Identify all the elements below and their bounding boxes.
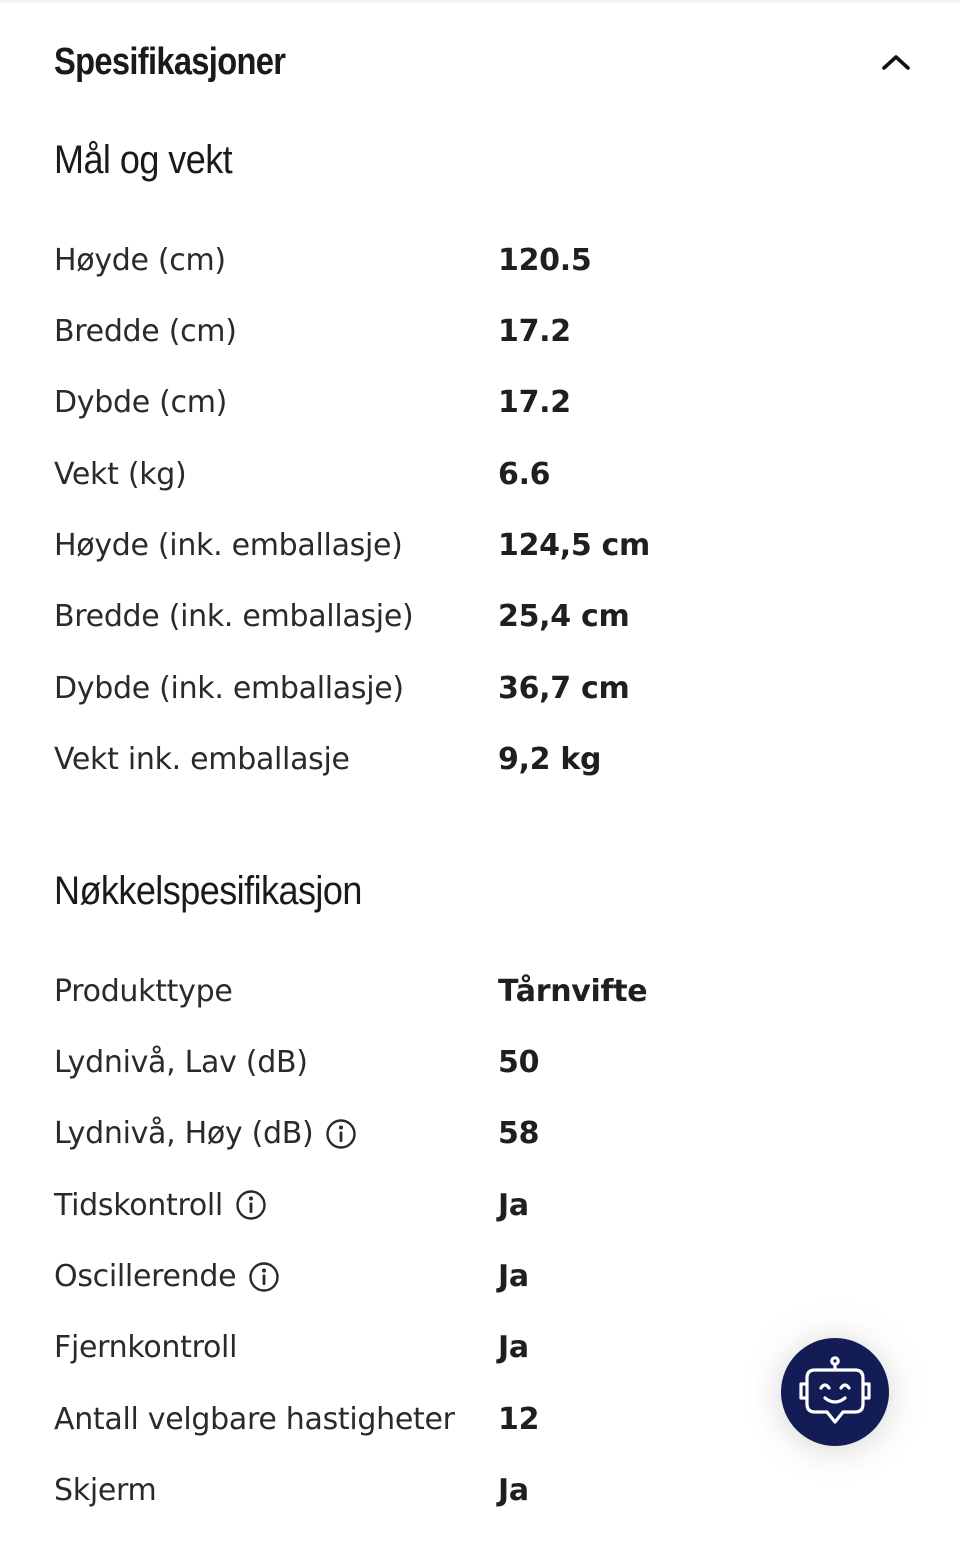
top-divider — [0, 0, 960, 4]
spec-value: Tårnvifte — [498, 973, 648, 1009]
spec-label — [54, 969, 233, 1013]
spec-label — [54, 238, 226, 282]
spec-list-key-specs — [54, 969, 914, 1540]
spec-row — [54, 1255, 914, 1326]
spec-label — [54, 452, 186, 496]
spec-value: 9,2 kg — [498, 742, 602, 778]
spec-label-text: Oscillerende — [54, 1259, 237, 1295]
chatbot-icon — [793, 1354, 877, 1430]
spec-row — [54, 738, 914, 809]
spec-row — [54, 595, 914, 666]
spec-label-text: Produkttype — [54, 973, 233, 1009]
spec-value: Ja — [498, 1259, 529, 1295]
spec-value: 50 — [498, 1044, 540, 1080]
spec-label — [54, 666, 404, 710]
chat-assistant-button[interactable] — [781, 1338, 889, 1446]
spec-label-text: Tidskontroll — [54, 1187, 223, 1223]
spec-row — [54, 1040, 914, 1111]
spec-value: 36,7 cm — [498, 670, 630, 706]
spec-value: 17.2 — [498, 385, 571, 421]
spec-label — [54, 1326, 237, 1370]
spec-label — [54, 1255, 280, 1299]
spec-label-text: Dybde (cm) — [54, 385, 228, 421]
page-title: Spesifikasjoner — [54, 41, 286, 83]
spec-value: 25,4 cm — [498, 599, 630, 635]
spec-row — [54, 1112, 914, 1183]
spec-list-dimensions — [54, 238, 914, 809]
spec-label-text: Høyde (ink. emballasje) — [54, 528, 403, 564]
collapse-button[interactable] — [878, 44, 914, 80]
spec-label-text: Lydnivå, Lav (dB) — [54, 1044, 308, 1080]
spec-label — [54, 1469, 156, 1513]
spec-label-text: Vekt (kg) — [54, 456, 187, 492]
spec-label — [54, 1397, 455, 1441]
spec-row — [54, 666, 914, 737]
spec-label — [54, 1183, 267, 1227]
section-title-dimensions: Mål og vekt — [54, 138, 233, 182]
spec-row — [54, 1183, 914, 1254]
spec-value: 12 — [498, 1401, 540, 1437]
spec-label — [54, 381, 227, 425]
spec-row — [54, 238, 914, 309]
spec-value: 6.6 — [498, 456, 551, 492]
spec-label — [54, 1040, 308, 1084]
spec-row — [54, 969, 914, 1040]
spec-label-text: Lydnivå, Høy (dB) — [54, 1116, 314, 1152]
section-title-key-specs: Nøkkelspesifikasjon — [54, 869, 362, 913]
spec-label-text: Antall velgbare hastigheter — [54, 1401, 455, 1437]
spec-row — [54, 452, 914, 523]
spec-value: 58 — [498, 1116, 540, 1152]
spec-row — [54, 381, 914, 452]
spec-value: 124,5 cm — [498, 528, 650, 564]
info-icon[interactable] — [235, 1189, 267, 1221]
info-icon[interactable] — [325, 1118, 357, 1150]
spec-label-text: Skjerm — [54, 1473, 157, 1509]
spec-label — [54, 309, 237, 353]
spec-value: Ja — [498, 1330, 529, 1366]
specifications-header[interactable] — [54, 38, 914, 88]
spec-label-text: Bredde (ink. emballasje) — [54, 599, 414, 635]
spec-label-text: Fjernkontroll — [54, 1330, 238, 1366]
spec-row — [54, 1469, 914, 1540]
spec-label-text: Høyde (cm) — [54, 242, 226, 278]
spec-value: Ja — [498, 1187, 529, 1223]
spec-row — [54, 524, 914, 595]
spec-label-text: Dybde (ink. emballasje) — [54, 670, 404, 706]
spec-label — [54, 595, 413, 639]
chevron-up-icon — [881, 52, 911, 72]
spec-value: 120.5 — [498, 242, 592, 278]
spec-value: 17.2 — [498, 313, 571, 349]
spec-label — [54, 738, 350, 782]
spec-value: Ja — [498, 1473, 529, 1509]
info-icon[interactable] — [248, 1261, 280, 1293]
spec-label-text: Vekt ink. emballasje — [54, 742, 350, 778]
spec-label — [54, 1112, 357, 1156]
spec-label-text: Bredde (cm) — [54, 313, 237, 349]
spec-label — [54, 524, 403, 568]
spec-row — [54, 309, 914, 380]
